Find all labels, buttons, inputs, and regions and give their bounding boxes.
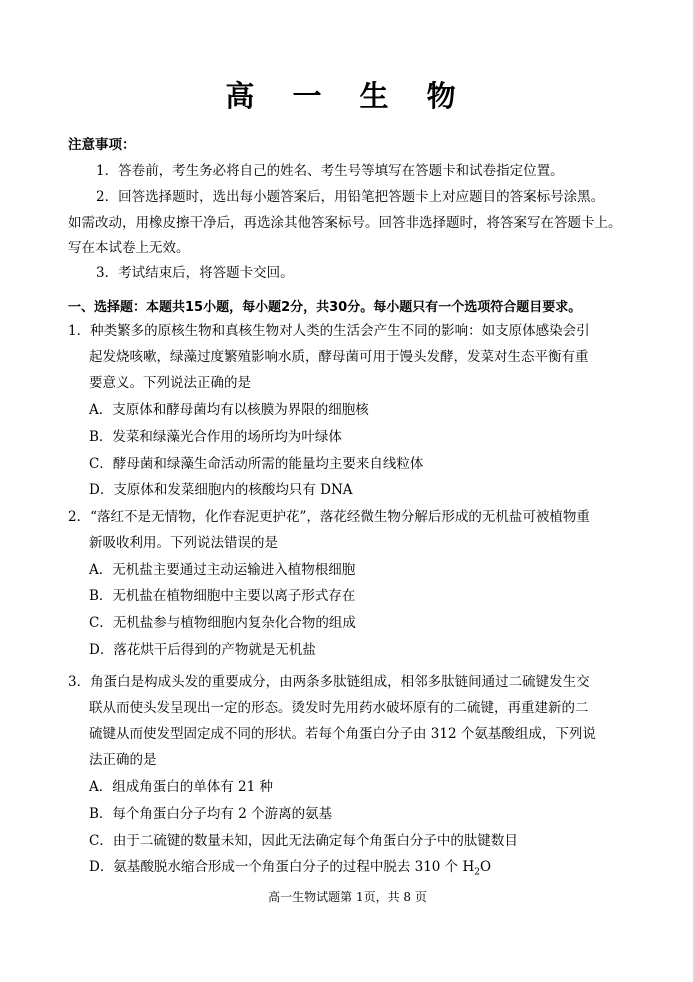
notice-item: 3．考试结束后，将答题卡交回。: [96, 265, 294, 281]
notice-item: 1．答卷前，考生务必将自己的姓名、考生号等填写在答题卡和试卷指定位置。: [96, 163, 564, 179]
page-title: 高 一 生 物: [225, 79, 470, 113]
option: A．组成角蛋白的单体有 21 种: [89, 779, 274, 795]
page-footer: 高一生物试题第 1页，共 8 页: [268, 890, 427, 904]
formula-subscript: 2: [474, 867, 480, 878]
question-stem: 2．“落红不是无情物，化作春泥更护花”，落花经微生物分解后形成的无机盐可被植物重: [68, 509, 590, 525]
question-stem: 法正确的是: [89, 752, 157, 768]
question-stem: 1．种类繁多的原核生物和真核生物对人类的生活会产生不同的影响：如支原体感染会引: [68, 323, 590, 339]
question-stem: 要意义。下列说法正确的是: [89, 375, 251, 391]
option: B．发菜和绿藻光合作用的场所均为叶绿体: [89, 429, 342, 445]
notice-item: 写在本试卷上无效。: [68, 240, 190, 256]
option: B．无机盐在植物细胞中主要以离子形式存在: [89, 588, 356, 604]
question-stem: 联从而使头发呈现出一定的形态。烫发时先用药水破坏原有的二硫键，再重建新的二: [89, 700, 589, 716]
question-stem: 3．角蛋白是构成头发的重要成分，由两条多肽链组成，相邻多肽链间通过二硫键发生交: [68, 674, 590, 690]
option: D．支原体和发菜细胞内的核酸均只有 DNA: [89, 482, 353, 498]
option: C．酵母菌和绿藻生命活动所需的能量均主要来自线粒体: [89, 456, 424, 472]
notice-item: 如需改动，用橡皮擦干净后，再选涂其他答案标号。回答非选择题时，将答案写在答题卡上。: [68, 215, 622, 231]
question-stem: 起发烧咳嗽，绿藻过度繁殖影响水质，酵母菌可用于馒头发酵，发菜对生态平衡有重: [89, 349, 589, 365]
question-stem: 硫键从而使发型固定成不同的形状。若每个角蛋白分子由 312 个氨基酸组成，下列说: [89, 726, 596, 742]
option: D．落花烘干后得到的产物就是无机盐: [89, 642, 316, 658]
question-stem: 新吸收利用。下列说法错误的是: [89, 535, 278, 551]
option: A．支原体和酵母菌均有以核膜为界限的细胞核: [89, 402, 369, 418]
option: B．每个角蛋白分子均有 2 个游离的氨基: [89, 806, 333, 822]
option: C．由于二硫键的数量未知，因此无法确定每个角蛋白分子中的肽键数目: [89, 833, 518, 849]
section-heading: 一、选择题：本题共15小题，每小题2分，共30分。每小题只有一个选项符合题目要求。: [68, 300, 582, 315]
option: C．无机盐参与植物细胞内复杂化合物的组成: [89, 615, 356, 631]
option: A．无机盐主要通过主动运输进入植物根细胞: [89, 562, 356, 578]
formula-tail: O: [479, 859, 492, 875]
notice-heading: 注意事项：: [68, 137, 136, 153]
option-text: D．氨基酸脱水缩合形成一个角蛋白分子的过程中脱去 310 个 H: [89, 859, 475, 875]
notice-item: 2．回答选择题时，选出每小题答案后，用铅笔把答题卡上对应题目的答案标号涂黑。: [96, 189, 605, 205]
option-d-with-formula: [89, 858, 491, 882]
